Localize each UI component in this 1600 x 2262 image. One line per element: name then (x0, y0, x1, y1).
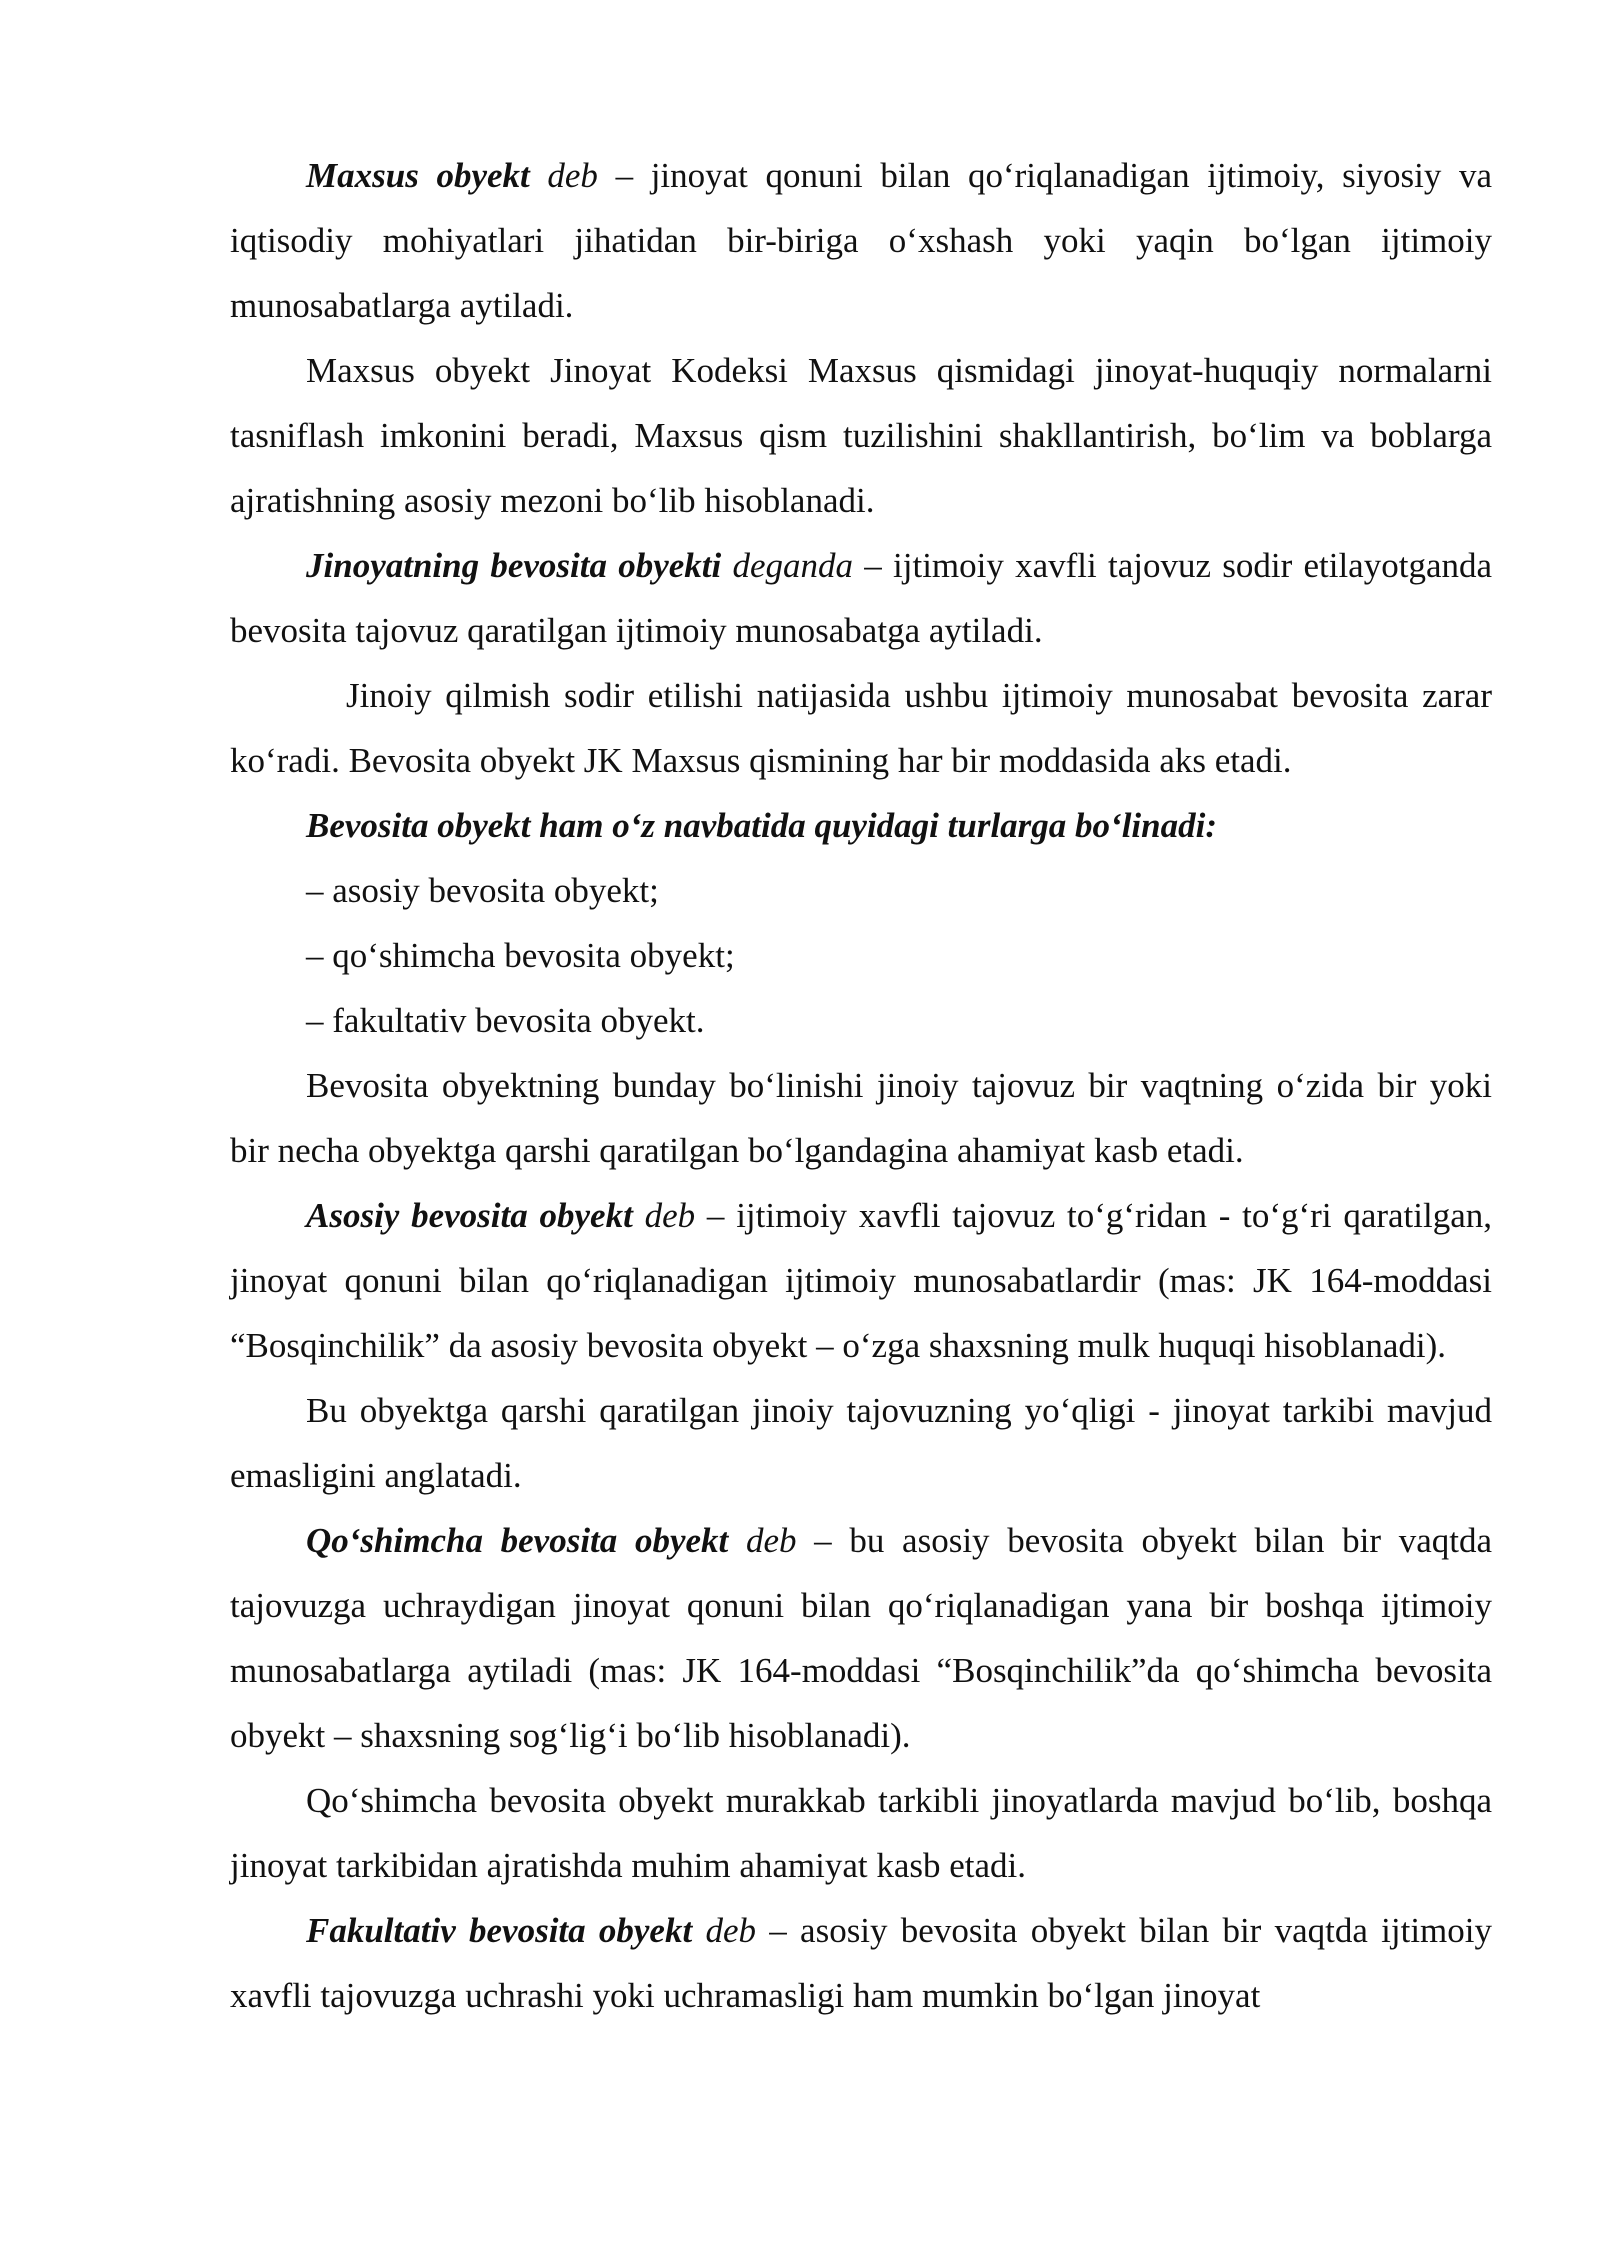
connector-deb: deb (644, 1196, 696, 1235)
definition-text: – bu asosiy bevosita obyekt bilan bir vaqtda tajovuzga uchraydigan jinoyat qonuni bilan qo‘riqlanadigan yana bir boshqa ijtimoiy munosabatlarga aytiladi (mas: JK 164-moddasi “Bosqinchilik”da qo‘shimcha bevosita obyekt – shaxsning sog‘lig‘i bo‘lib hisoblanadi). (230, 1521, 1492, 1755)
connector-deb: deb (745, 1521, 797, 1560)
list-item-asosiy: – asosiy bevosita obyekt; (306, 871, 659, 910)
connector-deb: deb (705, 1911, 757, 1950)
classification-heading: Bevosita obyekt ham o‘z navbatida quyidagi turlarga bo‘linadi: (306, 806, 1217, 845)
connector-deb: deb (547, 156, 598, 195)
paragraph-jinoiy-qilmish: Jinoiy qilmish sodir etilishi natijasida ushbu ijtimoiy munosabat bevosita zarar ko‘radi. Bevosita obyekt JK Maxsus qismining har bir moddasida aks etadi. (230, 676, 1492, 780)
paragraph-bevosita-obyekt-definition (230, 533, 1492, 663)
paragraph-qoshimcha-definition (230, 1508, 1492, 1768)
paragraph-yoqligi: Bu obyektga qarshi qaratilgan jinoiy tajovuzning yo‘qligi - jinoyat tarkibi mavjud emasligini anglatadi. (230, 1391, 1492, 1495)
term-qoshimcha-bevosita-obyekt: Qo‘shimcha bevosita obyekt (306, 1521, 729, 1560)
term-maxsus-obyekt: Maxsus obyekt (306, 156, 530, 195)
document-body (230, 143, 1492, 2028)
list-item-fakultativ: – fakultativ bevosita obyekt. (306, 1001, 705, 1040)
term-fakultativ-bevosita-obyekt: Fakultativ bevosita obyekt (306, 1911, 693, 1950)
list-item-qoshimcha: – qo‘shimcha bevosita obyekt; (306, 936, 735, 975)
connector-deganda: deganda (732, 546, 854, 585)
paragraph-maxsus-obyekt-definition (230, 143, 1492, 338)
paragraph-fakultativ-definition (230, 1898, 1492, 2028)
paragraph-maxsus-obyekt-role: Maxsus obyekt Jinoyat Kodeksi Maxsus qismidagi jinoyat-huquqiy normalarni tasniflash imkonini beradi, Maxsus qism tuzilishini shakllantirish, bo‘lim va boblarga ajratishning asosiy mezoni bo‘lib hisoblanadi. (230, 351, 1492, 520)
definition-text: – ijtimoiy xavfli tajovuz sodir etilayotganda bevosita tajovuz qaratilgan ijtimoiy munosabatga aytiladi. (230, 546, 1493, 650)
paragraph-bolinishi: Bevosita obyektning bunday bo‘linishi jinoiy tajovuz bir vaqtning o‘zida bir yoki bir necha obyektga qarshi qaratilgan bo‘lgandagina ahamiyat kasb etadi. (230, 1066, 1492, 1170)
paragraph-murakkab: Qo‘shimcha bevosita obyekt murakkab tarkibli jinoyatlarda mavjud bo‘lib, boshqa jinoyat tarkibidan ajratishda muhim ahamiyat kasb etadi. (230, 1781, 1492, 1885)
term-jinoyatning-bevosita-obyekti: Jinoyatning bevosita obyekti (306, 546, 722, 585)
paragraph-asosiy-definition (230, 1183, 1492, 1378)
definition-text: – jinoyat qonuni bilan qo‘riqlanadigan ijtimoiy, siyosiy va iqtisodiy mohiyatlari jihatidan bir-biriga o‘xshash yoki yaqin bo‘lgan ijtimoiy munosabatlarga aytiladi. (230, 156, 1493, 325)
term-asosiy-bevosita-obyekt: Asosiy bevosita obyekt (306, 1196, 633, 1235)
paragraph-classification-heading (230, 793, 1492, 858)
definition-text: – ijtimoiy xavfli tajovuz to‘g‘ridan - to‘g‘ri qaratilgan, jinoyat qonuni bilan qo‘riqlanadigan ijtimoiy munosabatlardir (mas: JK 164-moddasi “Bosqinchilik” da asosiy bevosita obyekt – o‘zga shaxsning mulk huquqi hisoblanadi). (230, 1196, 1493, 1365)
definition-text: – asosiy bevosita obyekt bilan bir vaqtda ijtimoiy xavfli tajovuzga uchrashi yoki uchramasligi ham mumkin bo‘lgan jinoyat (230, 1911, 1492, 2015)
